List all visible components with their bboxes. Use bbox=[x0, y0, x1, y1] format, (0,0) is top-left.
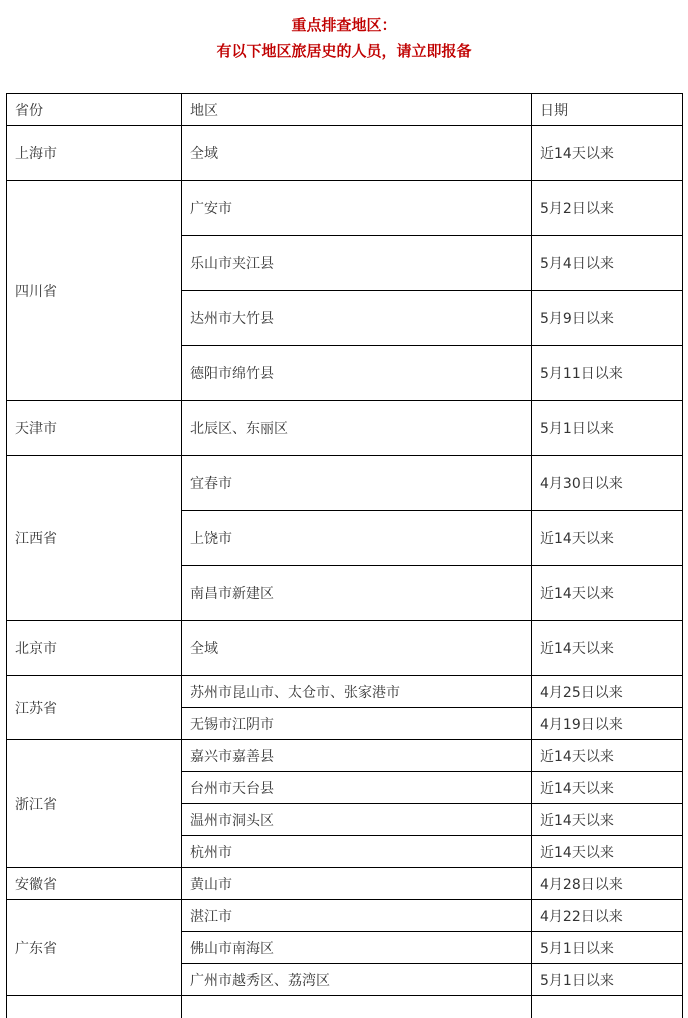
area-cell: 黄山市 bbox=[182, 868, 532, 900]
title-line-2: 有以下地区旅居史的人员，请立即报备 bbox=[216, 42, 472, 60]
date-cell: 近14天以来 bbox=[532, 836, 683, 868]
province-cell: 江苏省 bbox=[7, 676, 182, 740]
area-cell: 杭州市 bbox=[182, 836, 532, 868]
date-cell: 5月1日以来 bbox=[532, 401, 683, 456]
table-row bbox=[7, 900, 683, 932]
area-cell: 全域 bbox=[182, 621, 532, 676]
province-cell: 广东省 bbox=[7, 900, 182, 996]
area-cell: 温州市洞头区 bbox=[182, 804, 532, 836]
date-cell: 5月11日以来 bbox=[532, 346, 683, 401]
table-row bbox=[7, 401, 683, 456]
date-cell: 4月22日以来 bbox=[532, 900, 683, 932]
area-cell: 台州市天台县 bbox=[182, 772, 532, 804]
date-cell: 5月1日以来 bbox=[532, 964, 683, 996]
table-row bbox=[7, 456, 683, 511]
table-row bbox=[7, 126, 683, 181]
area-cell: 佛山市南海区 bbox=[182, 932, 532, 964]
date-cell: 4月30日以来 bbox=[532, 456, 683, 511]
area-cell: 湛江市 bbox=[182, 900, 532, 932]
notice-title bbox=[0, 12, 688, 64]
regions-table bbox=[6, 93, 683, 1018]
area-cell: 宜春市 bbox=[182, 456, 532, 511]
table-row bbox=[7, 621, 683, 676]
date-cell: 近14天以来 bbox=[532, 804, 683, 836]
province-cell: 上海市 bbox=[7, 126, 182, 181]
date-cell: 近14天以来 bbox=[532, 511, 683, 566]
province-cell: 北京市 bbox=[7, 621, 182, 676]
date-cell: 4月19日以来 bbox=[532, 708, 683, 740]
table-row bbox=[7, 868, 683, 900]
province-cell: 安徽省 bbox=[7, 868, 182, 900]
date-cell: 5月1日以来 bbox=[532, 932, 683, 964]
title-line-1: 重点排查地区： bbox=[291, 16, 397, 34]
date-cell: 近14天以来 bbox=[532, 566, 683, 621]
province-cell: 江西省 bbox=[7, 456, 182, 621]
date-cell: 近14天以来 bbox=[532, 621, 683, 676]
area-cell: 苏州市昆山市、太仓市、张家港市 bbox=[182, 676, 532, 708]
date-cell: 5月4日以来 bbox=[532, 236, 683, 291]
province-cell: 浙江省 bbox=[7, 740, 182, 868]
table-row bbox=[7, 181, 683, 236]
area-cell: 广安市 bbox=[182, 181, 532, 236]
area-cell: 无锡市江阴市 bbox=[182, 708, 532, 740]
area-cell: 南昌市新建区 bbox=[182, 566, 532, 621]
area-cell: 乐山市夹江县 bbox=[182, 236, 532, 291]
area-cell: 全域 bbox=[182, 126, 532, 181]
date-cell: 5月9日以来 bbox=[532, 291, 683, 346]
date-cell: 4月28日以来 bbox=[532, 868, 683, 900]
area-cell: 北辰区、东丽区 bbox=[182, 401, 532, 456]
date-cell: 近14天以来 bbox=[532, 740, 683, 772]
column-header-date: 日期 bbox=[532, 94, 683, 126]
area-cell: 上饶市 bbox=[182, 511, 532, 566]
table-row bbox=[7, 676, 683, 708]
area-cell: 嘉兴市嘉善县 bbox=[182, 740, 532, 772]
date-cell: 近14天以来 bbox=[532, 772, 683, 804]
province-cell: 四川省 bbox=[7, 181, 182, 401]
column-header-province: 省份 bbox=[7, 94, 182, 126]
date-cell: 近14天以来 bbox=[532, 126, 683, 181]
date-cell: 4月25日以来 bbox=[532, 676, 683, 708]
table-row bbox=[7, 740, 683, 772]
area-cell: 广州市越秀区、荔湾区 bbox=[182, 964, 532, 996]
date-cell: 5月2日以来 bbox=[532, 181, 683, 236]
area-cell: 德阳市绵竹县 bbox=[182, 346, 532, 401]
province-cell: 天津市 bbox=[7, 401, 182, 456]
table-header-row bbox=[7, 94, 683, 126]
area-cell: 达州市大竹县 bbox=[182, 291, 532, 346]
column-header-area: 地区 bbox=[182, 94, 532, 126]
